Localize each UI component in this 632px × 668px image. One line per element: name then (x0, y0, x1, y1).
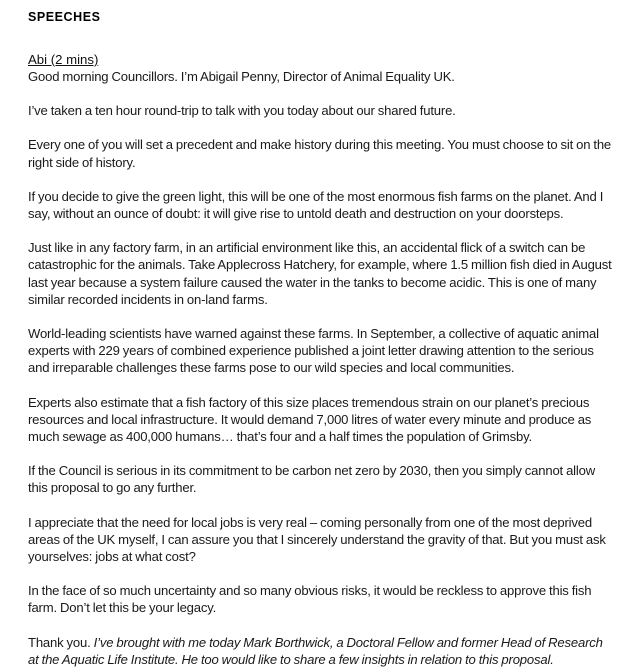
paragraph-applecross-hatchery: Just like in any factory farm, in an artificial environment like this, an accidental flick of a switch can be catastrophic for the animals. Take Applecross Hatchery, for example, where 1.5 million fish died in August last year because a system failure caused the water in the tanks to become acidic. This is one of many similar recorded incidents in on-land farms. (28, 240, 612, 307)
paragraph-closing-thanks (28, 634, 612, 668)
paragraph-reckless-legacy: In the face of so much uncertainty and so many obvious risks, it would be reckless to approve this fish farm. Don’t let this be your legacy. (28, 583, 592, 616)
paragraph-scientists-letter: World-leading scientists have warned against these farms. In September, a collective of aquatic animal experts with 229 years of combined experience published a joint letter drawing attention to the serious and irreparable challenges these farms pose to our wild species and local communities. (28, 326, 599, 376)
speech-body (28, 68, 612, 668)
page-title: SPEECHES (28, 10, 101, 24)
paragraph-carbon-net-zero: If the Council is serious in its commitment to be carbon net zero by 2030, then you simply cannot allow this proposal to go any further. (28, 463, 596, 496)
paragraph-precedent: Every one of you will set a precedent and make history during this meeting. You must choose to sit on the right side of history. (28, 137, 612, 170)
speaker-section-abi (28, 51, 612, 668)
paragraph-resources-strain: Experts also estimate that a fish factory of this size places tremendous strain on our planet’s precious resources and local infrastructure. It would demand 7,000 litres of water every minute and produce as much sewage as 400,000 humans… that’s four and a half times the population of Grimsby. (28, 394, 592, 445)
paragraph-green-light: If you decide to give the green light, this will be one of the most enormous fish farms on the planet. And I say, without an ounce of doubt: it will give rise to untold death and destruction on your doorsteps. (28, 188, 604, 222)
speaker-name-heading: Abi (2 mins) (28, 52, 99, 67)
paragraph-round-trip: I’ve taken a ten hour round-trip to talk with you today about our shared future. (28, 103, 456, 119)
closing-lead-text: Thank you. (28, 634, 94, 650)
paragraph-greeting: Good morning Councillors. I’m Abigail Penny, Director of Animal Equality UK. (28, 69, 455, 84)
paragraph-local-jobs: I appreciate that the need for local jobs is very real – coming personally from one of the most deprived areas of the UK myself, I can assure you that I sincerely understand the gravity of that. But you must ask yourselves: jobs at what cost? (28, 514, 606, 565)
closing-italic-text: I’ve brought with me today Mark Borthwick, a Doctoral Fellow and former Head of Research at the Aquatic Life Institute. He too would like to share a few insights in relation to this proposal. (28, 634, 603, 667)
